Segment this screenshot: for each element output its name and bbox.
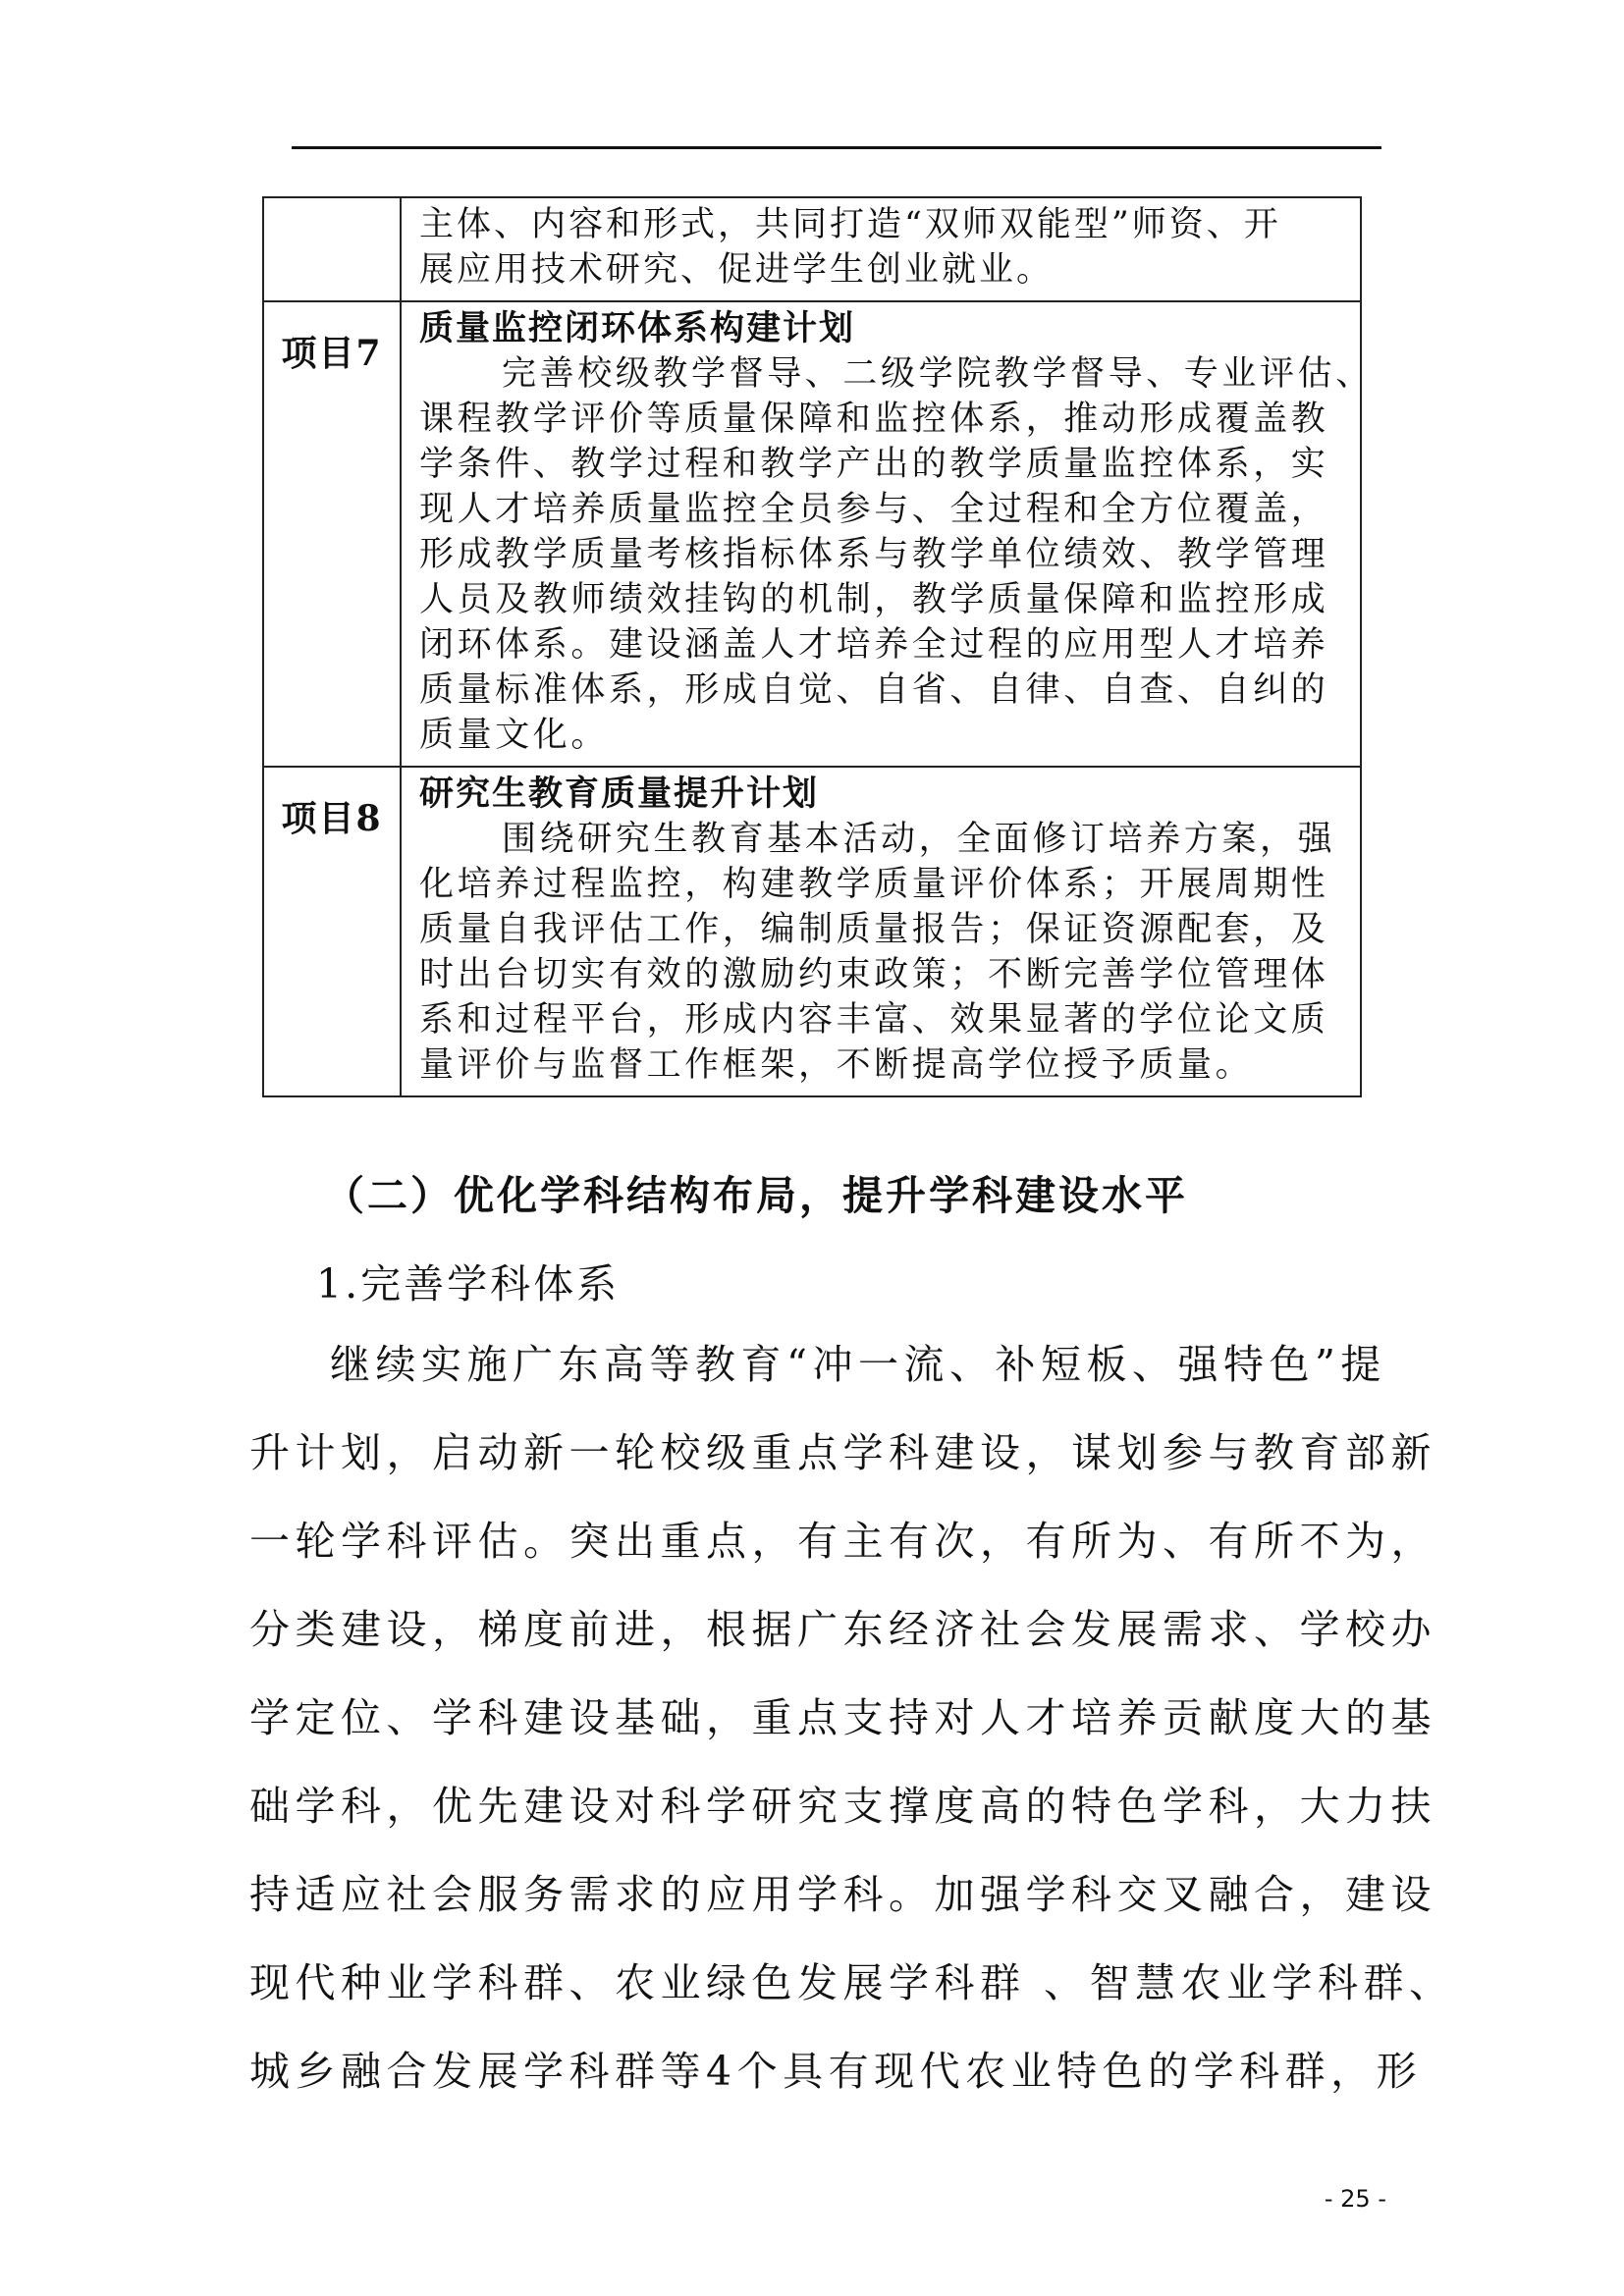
project-label: 项目7: [263, 301, 401, 767]
empty-label-cell: [263, 197, 401, 301]
project-title: 质量监控闭环体系构建计划: [419, 308, 856, 348]
page-number: - 25 -: [1324, 2185, 1386, 2213]
continuation-cell: [401, 197, 1361, 301]
body-line: 础学科，优先建设对科学研究支撑度高的特色学科，大力扶: [249, 1783, 1436, 1830]
continuation-line: 展应用技术研究、促进学生创业就业。: [419, 250, 1055, 290]
body-line: 升计划，启动新一轮校级重点学科建设，谋划参与教育部新: [249, 1429, 1436, 1476]
project-text-line: 质量标准体系，形成自觉、自省、自律、自查、自纠的: [419, 670, 1329, 710]
table-row: [263, 767, 1361, 1096]
project-text-line: 学条件、教学过程和教学产出的教学质量监控体系，实: [419, 445, 1329, 484]
project-table: [262, 196, 1374, 1097]
continuation-line: 主体、内容和形式，共同打造“双师双能型”师资、开: [419, 205, 1281, 244]
table-row: [263, 197, 1361, 301]
project-text-line: 闭环体系。建设涵盖人才培养全过程的应用型人才培养: [419, 625, 1329, 665]
project-text-line: 完善校级教学督导、二级学院教学督导、专业评估、: [502, 354, 1374, 394]
project-text-line: 质量自我评估工作，编制质量报告；保证资源配套，及: [419, 910, 1329, 949]
project-text-line: 系和过程平台，形成内容丰富、效果显著的学位论文质: [419, 1000, 1329, 1040]
body-line: 持适应社会服务需求的应用学科。加强学科交叉融合，建设: [249, 1871, 1436, 1918]
body-line: 现代种业学科群、农业绿色发展学科群 、智慧农业学科群、: [249, 1959, 1455, 2006]
header-rule: [292, 146, 1381, 149]
project-text-line: 形成教学质量考核指标体系与教学单位绩效、教学管理: [419, 535, 1329, 574]
project-text-line: 化培养过程监控，构建教学质量评价体系；开展周期性: [419, 865, 1329, 904]
sub-heading: 1.完善学科体系: [316, 1260, 621, 1308]
section-heading: （二）优化学科结构布局，提升学科建设水平: [324, 1172, 1188, 1219]
body-line: 学定位、学科建设基础，重点支持对人才培养贡献度大的基: [249, 1694, 1436, 1741]
body-paragraph: [249, 1320, 1455, 2115]
project-title: 研究生教育质量提升计划: [419, 774, 820, 814]
project-content: [401, 301, 1374, 767]
project-text-line: 人员及教师绩效挂钩的机制，教学质量保障和监控形成: [419, 580, 1329, 619]
table-row: [263, 301, 1361, 767]
project-text-line: 质量文化。: [419, 716, 610, 755]
body-line: 分类建设，梯度前进，根据广东经济社会发展需求、学校办: [249, 1606, 1436, 1653]
project-text-line: 时出台切实有效的激励约束政策；不断完善学位管理体: [419, 955, 1329, 994]
project-content: [401, 767, 1361, 1096]
body-line: 一轮学科评估。突出重点，有主有次，有所为、有所不为，: [249, 1518, 1436, 1565]
project-label: 项目8: [263, 767, 401, 1096]
body-line: 城乡融合发展学科群等4个具有现代农业特色的学科群，形: [249, 2048, 1423, 2095]
project-text-line: 现人才培养质量监控全员参与、全过程和全方位覆盖，: [419, 490, 1329, 529]
body-line: 继续实施广东高等教育“冲一流、补短板、强特色”提: [330, 1341, 1386, 1388]
project-text-line: 围绕研究生教育基本活动，全面修订培养方案，强: [502, 820, 1336, 859]
project-text-line: 量评价与监督工作框架，不断提高学位授予质量。: [419, 1045, 1254, 1085]
project-text-line: 课程教学评价等质量保障和监控体系，推动形成覆盖教: [419, 400, 1329, 439]
